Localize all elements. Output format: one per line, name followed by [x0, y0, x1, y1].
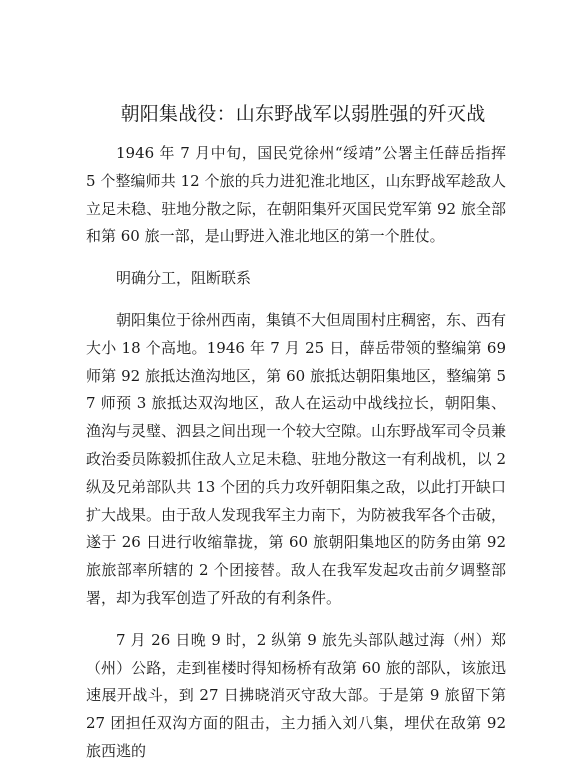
- paragraph-intro: 1946 年 7 月中旬，国民党徐州“绥靖”公署主任薛岳指挥 5 个整编师共 12 个旅的兵力进犯淮北地区，山东野战军趁敌人立足未稳、驻地分散之际，在朝阳集歼灭国民党军第 92 旅全部和第 60 旅一部，是山野进入淮北地区的第一个胜仗。: [86, 144, 506, 246]
- article-title: 朝阳集战役：山东野战军以弱胜强的歼灭战: [120, 103, 486, 125]
- paragraph-battle: 7 月 26 日晚 9 时，2 纵第 9 旅先头部队越过海（州）郑（州）公路，走到崔楼时得知杨桥有敌第 60 旅的部队，该旅迅速展开战斗，到 27 日拂晓消灭守敌大部。于是第 9 旅留下第 27 团担任双沟方面的阻击，主力插入刘八集，埋伏在敌第 92 旅西逃的: [86, 630, 506, 760]
- article-body: [86, 140, 506, 780]
- paragraph-background: 朝阳集位于徐州西南，集镇不大但周围村庄稠密，东、西有大小 18 个高地。1946 年 7 月 25 日，薛岳带领的整编第 69 师第 92 旅抵达渔沟地区，第 60 旅抵达朝阳集地区，整编第 57 师预 3 旅抵达双沟地区，敌人在运动中战线拉长，朝阳集、渔沟与灵璧、泗县之间出现一个较大空隙。山东野战军司令员兼政治委员陈毅抓住敌人立足未稳、驻地分散这一有利战机，以 2 纵及兄弟部队共 13 个团的兵力攻歼朝阳集之敌，以此打开缺口扩大战果。由于敌人发现我军主力南下，为防被我军各个击破，遂于 26 日进行收缩靠拢，第 60 旅朝阳集地区的防务由第 92 旅旅部率所辖的 2 个团接替。敌人在我军发起攻击前夕调整部署，却为我军创造了歼敌的有利条件。: [86, 310, 507, 607]
- section-heading: 明确分工，阻断联系: [116, 269, 252, 288]
